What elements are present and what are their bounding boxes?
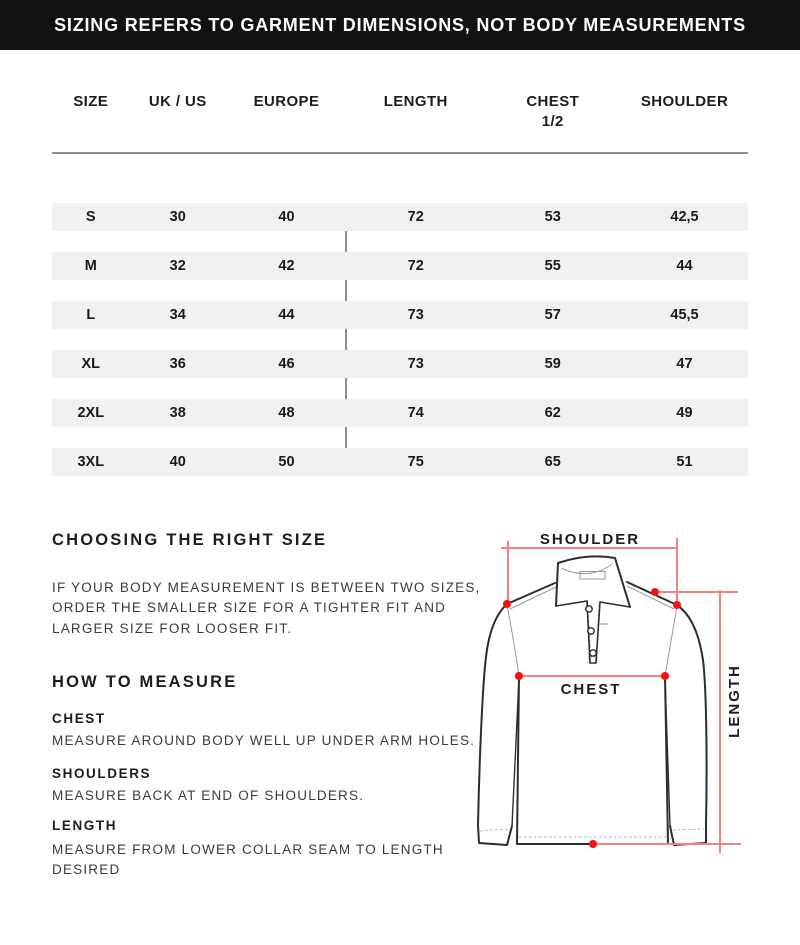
banner-text: SIZING REFERS TO GARMENT DIMENSIONS, NOT BODY MEASUREMENTS [54,14,746,35]
cell-chest: 55 [544,258,561,274]
cell-ukus: 32 [169,258,186,274]
cell-size: S [85,209,96,225]
cell-length: 72 [407,258,424,274]
dot-hem [589,840,597,848]
cell-europe: 48 [278,405,295,421]
length-diagram-label: LENGTH [726,664,743,738]
size-table-body [52,203,748,497]
table-row [52,203,748,231]
cell-chest: 65 [544,454,561,470]
body-outline [517,676,668,844]
choosing-size-heading: CHOOSING THE RIGHT SIZE [52,531,328,549]
cell-shoulder: 47 [676,356,693,372]
seam-lines [507,564,677,676]
how-to-measure-heading: HOW TO MEASURE [52,673,238,691]
table-header-rule [52,152,748,154]
table-row [52,350,748,378]
col-header-chest-line2: 1/2 [541,113,564,130]
cell-length: 73 [407,307,424,323]
measure-item-chest-text: MEASURE AROUND BODY WELL UP UNDER ARM HOLES. [52,733,476,748]
cell-length: 75 [407,454,424,470]
measure-item-length-label: LENGTH [52,818,118,833]
measure-item-length-text-line1: MEASURE FROM LOWER COLLAR SEAM TO LENGTH [52,842,444,857]
cell-chest: 57 [544,307,561,323]
cell-shoulder: 44 [676,258,693,274]
size-table-header [52,92,748,132]
cell-europe: 50 [278,454,295,470]
cell-chest: 53 [544,209,561,225]
paragraph-line: LARGER SIZE FOR LOOSER FIT. [52,620,293,636]
table-row [52,399,748,427]
cell-ukus: 36 [169,356,186,372]
cell-europe: 46 [278,356,295,372]
garment-measurement-diagram [460,515,800,945]
right-cuff [670,825,706,845]
left-sleeve-outer [478,583,555,825]
table-row [52,301,748,329]
col-header-ukus: UK / US [148,93,207,110]
measure-item-shoulders-text: MEASURE BACK AT END OF SHOULDERS. [52,788,365,803]
col-header-length: LENGTH [383,93,448,110]
cell-length: 73 [407,356,424,372]
col-header-shoulder: SHOULDER [640,93,729,110]
cell-ukus: 40 [169,454,186,470]
cell-shoulder: 51 [676,454,693,470]
button-icon [588,628,594,634]
col-header-europe: EUROPE [253,93,320,110]
measurement-dots [503,588,681,848]
cell-ukus: 30 [169,209,186,225]
left-cuff [478,825,512,845]
dot-collar-seam [651,588,659,596]
dot-right-underarm [661,672,669,680]
measure-item-shoulders-label: SHOULDERS [52,766,152,781]
table-row [52,252,748,280]
cell-size: L [86,307,96,323]
button-icon [586,606,592,612]
shirt-outline [478,556,707,845]
collar-outer [556,556,630,607]
col-header-chest [485,92,622,132]
cell-ukus: 34 [169,307,186,323]
shoulder-diagram-label: SHOULDER [539,531,641,548]
cell-chest: 59 [544,356,561,372]
cell-europe: 44 [278,307,295,323]
cell-chest: 62 [544,405,561,421]
col-header-size: SIZE [73,93,109,110]
cell-size: XL [81,356,101,372]
paragraph-line: ORDER THE SMALLER SIZE FOR A TIGHTER FIT AND [52,600,447,616]
cell-size: 3XL [77,454,105,470]
paragraph-line: IF YOUR BODY MEASUREMENT IS BETWEEN TWO SIZES, [52,580,481,595]
choosing-size-paragraph [52,578,481,639]
cell-shoulder: 45,5 [670,307,699,323]
cell-shoulder: 49 [676,405,693,421]
dot-left-shoulder [503,600,511,608]
dot-left-underarm [515,672,523,680]
cell-europe: 40 [278,209,295,225]
cell-europe: 42 [278,258,295,274]
cell-size: M [84,258,97,274]
cell-size: 2XL [77,405,105,421]
cell-shoulder: 42,5 [670,209,699,225]
button-icon [590,650,596,656]
cell-length: 74 [407,405,424,421]
dot-right-shoulder [673,601,681,609]
collar-points [556,601,630,607]
measure-item-length-text-line2: DESIRED [52,862,121,877]
cell-ukus: 38 [169,405,186,421]
col-header-chest-line1: CHEST [526,93,580,110]
top-notice-banner [0,0,800,50]
cell-length: 72 [407,209,424,225]
table-row [52,448,748,476]
chest-diagram-label: CHEST [560,681,622,698]
measure-item-chest-label: CHEST [52,711,106,726]
